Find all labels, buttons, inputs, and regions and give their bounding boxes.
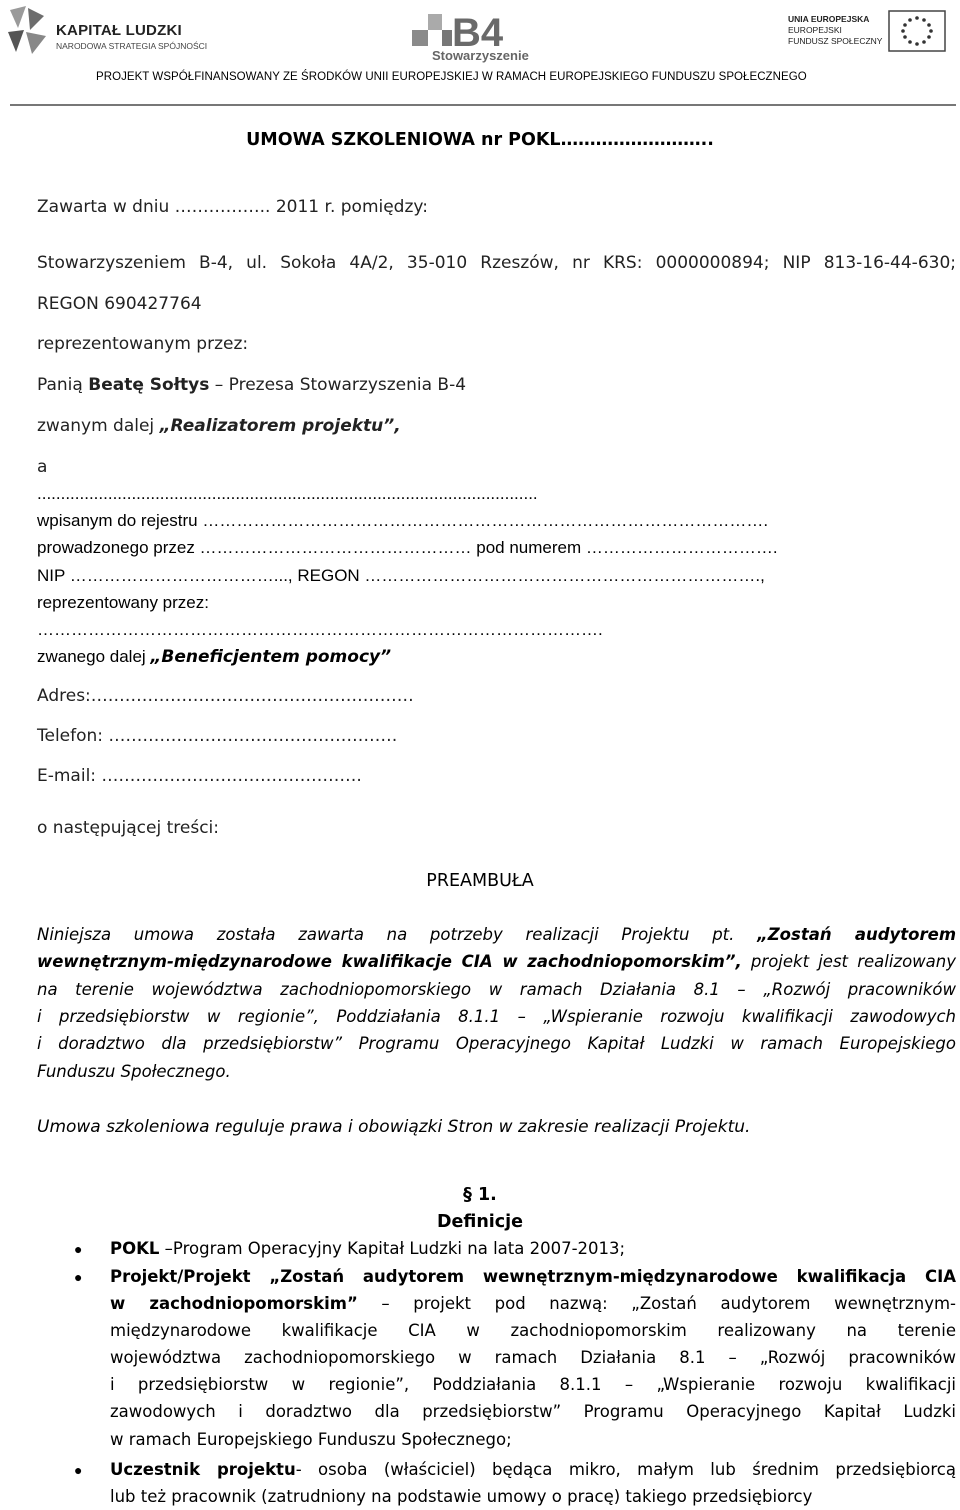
called-prefix: zwanym dalej xyxy=(37,416,160,436)
definition-line xyxy=(110,1294,956,1313)
definition-line xyxy=(110,1487,956,1506)
b4-logo xyxy=(412,8,529,63)
text-run: „Zostań audytorem xyxy=(757,925,957,944)
address-line: Adres:………………………………………………… xyxy=(37,686,414,706)
concluded-line: Zawarta w dniu …………….. 2011 r. pomiędzy: xyxy=(37,197,428,217)
and-word: a xyxy=(37,457,48,477)
header-divider xyxy=(10,104,956,106)
cofinancing-statement: PROJEKT WSPÓŁFINANSOWANY ZE ŚRODKÓW UNII EUROPEJSKIEJ W RAMACH EUROPEJSKIEGO FUNDUSZU SPOŁECZNEGO xyxy=(96,71,807,83)
nip-regon-line: NIP ………………………………..., REGON ……………………………………………………………., xyxy=(37,566,765,585)
definition-line xyxy=(110,1460,956,1479)
section-title: Definicje xyxy=(436,1212,524,1232)
party2-dots: .......................................................................................................... xyxy=(37,484,538,503)
phone-line: Telefon: …………………………………………… xyxy=(37,726,398,746)
text-run: projekt jest realizowany xyxy=(741,952,956,971)
kapital-ludzki-name: KAPITAŁ LUDZKI xyxy=(56,22,182,39)
rep-prefix: Panią xyxy=(37,375,89,395)
preamble-heading: PREAMBUŁA xyxy=(426,871,534,891)
definition-line xyxy=(110,1402,956,1421)
definition-line xyxy=(110,1321,956,1340)
text-run: województwa zachodniopomorskiego w ramach Działania 8.1 – „Rozwój pracowników xyxy=(110,1348,956,1367)
kapital-ludzki-logo xyxy=(6,6,236,58)
definition-line xyxy=(110,1348,956,1367)
section-number: § 1. xyxy=(463,1185,497,1205)
preamble-line xyxy=(37,980,956,999)
text-run: i przedsiębiorstw w regionie”, Poddziałania 8.1.1 – „Wspieranie rozwoju kwalifikacji zawodowych xyxy=(37,1007,956,1026)
kapital-ludzki-subtitle: NARODOWA STRATEGIA SPÓJNOŚCI xyxy=(56,41,208,51)
following-line: o następującej treści: xyxy=(37,818,220,838)
contract-title: UMOWA SZKOLENIOWA nr POKL…………………….. xyxy=(246,130,714,150)
bullet-icon: ● xyxy=(74,1269,83,1285)
text-run: Niniejsza umowa została zawarta na potrzeby realizacji Projektu pt. xyxy=(37,925,758,944)
text-run: w zachodniopomorskim” xyxy=(110,1294,358,1313)
preamble-line xyxy=(37,1034,956,1053)
text-run: i przedsiębiorstw w regionie”, Poddziałania 8.1.1 – „Wspieranie rozwoju kwalifikacji xyxy=(110,1375,956,1394)
svg-text:B4: B4 xyxy=(452,11,504,50)
party2-dots-2: ………………………………………………………………………………………. xyxy=(37,620,603,639)
eu-logo xyxy=(788,10,948,58)
text-run: lub też pracownik (zatrudniony na podstawie umowy o pracę) takiego przedsiębiorcy xyxy=(110,1487,813,1506)
represented-by-2: reprezentowany przez: xyxy=(37,593,209,612)
beneficiary-name: „Beneficjentem pomocy” xyxy=(150,647,392,667)
registry-line: wpisanym do rejestru ………………………………………………………………………………………. xyxy=(37,511,769,530)
beneficiary-prefix: zwanego dalej xyxy=(37,647,151,666)
eu-line-3: FUNDUSZ SPOŁECZNY xyxy=(788,36,883,46)
represented-by: reprezentowanym przez: xyxy=(37,334,249,354)
realizator-name: „Realizatorem projektu”, xyxy=(159,416,401,436)
representative-line xyxy=(37,375,466,395)
text-run: Funduszu Społecznego. xyxy=(37,1062,231,1081)
eu-line-1: UNIA EUROPEJSKA xyxy=(788,14,870,24)
text-run: Uczestnik projektu xyxy=(110,1460,296,1479)
regulation-line: Umowa szkoleniowa reguluje prawa i obowiązki Stron w zakresie realizacji Projektu. xyxy=(37,1117,751,1137)
page-header xyxy=(0,0,960,110)
text-run: wewnętrznym-międzynarodowe kwalifikacje CIA w zachodniopomorskim”, xyxy=(37,952,742,971)
party1-regon: REGON 690427764 xyxy=(37,294,202,314)
email-line: E-mail: ………………………………………. xyxy=(37,766,362,786)
eu-text-block xyxy=(788,14,882,47)
text-run: międzynarodowe kwalifikacje CIA w zachodniopomorskim realizowany na terenie xyxy=(110,1321,956,1340)
eu-line-2: EUROPEJSKI xyxy=(788,25,842,35)
definition-line xyxy=(110,1267,956,1286)
rep-suffix: – Prezesa Stowarzyszenia B-4 xyxy=(209,375,467,395)
preamble-line xyxy=(37,925,956,944)
preamble-line xyxy=(37,952,956,971)
text-run: zawodowych i doradztwo dla przedsiębiorstw” Programu Operacyjnego Kapitał Ludzki xyxy=(110,1402,956,1421)
text-run: –Program Operacyjny Kapitał Ludzki na lata 2007-2013; xyxy=(159,1239,626,1258)
b4-org-name: Stowarzyszenie xyxy=(432,48,529,63)
kapital-ludzki-emblem-icon xyxy=(6,6,48,56)
bullet-icon: ● xyxy=(74,1462,83,1478)
preamble-line xyxy=(37,1062,956,1081)
eu-flag-icon xyxy=(888,10,946,52)
party1-line1: Stowarzyszeniem B-4, ul. Sokoła 4A/2, 35-010 Rzeszów, nr KRS: 0000000894; NIP 813-16-44-630; xyxy=(37,253,956,273)
definition-line xyxy=(110,1375,956,1394)
definition-line xyxy=(110,1430,956,1449)
preamble-line xyxy=(37,1007,956,1026)
text-run: – projekt pod nazwą: „Zostań audytorem wewnętrznym- xyxy=(357,1294,957,1313)
text-run: Projekt/Projekt „Zostań audytorem wewnętrznym-międzynarodowe kwalifikacja CIA xyxy=(110,1267,956,1286)
beneficiary-line xyxy=(37,647,391,667)
maintained-by-line: prowadzonego przez ………………………………………… pod numerem ……………………………. xyxy=(37,538,778,557)
b4-emblem-icon xyxy=(412,8,524,50)
text-run: POKL xyxy=(110,1239,160,1258)
definition-line xyxy=(110,1239,956,1258)
rep-name: Beatę Sołtys xyxy=(88,375,210,395)
text-run: - osoba (właściciel) będąca mikro, małym lub średnim przedsiębiorcą xyxy=(295,1460,956,1479)
called-line xyxy=(37,416,401,436)
text-run: i doradztwo dla przedsiębiorstw” Programu Operacyjnego Kapitał Ludzki w ramach Europejskiego xyxy=(37,1034,956,1053)
text-run: w ramach Europejskiego Funduszu Społecznego; xyxy=(110,1430,512,1449)
bullet-icon: ● xyxy=(74,1241,83,1257)
text-run: na terenie województwa zachodniopomorskiego w ramach Działania 8.1 – „Rozwój pracowników xyxy=(37,980,956,999)
